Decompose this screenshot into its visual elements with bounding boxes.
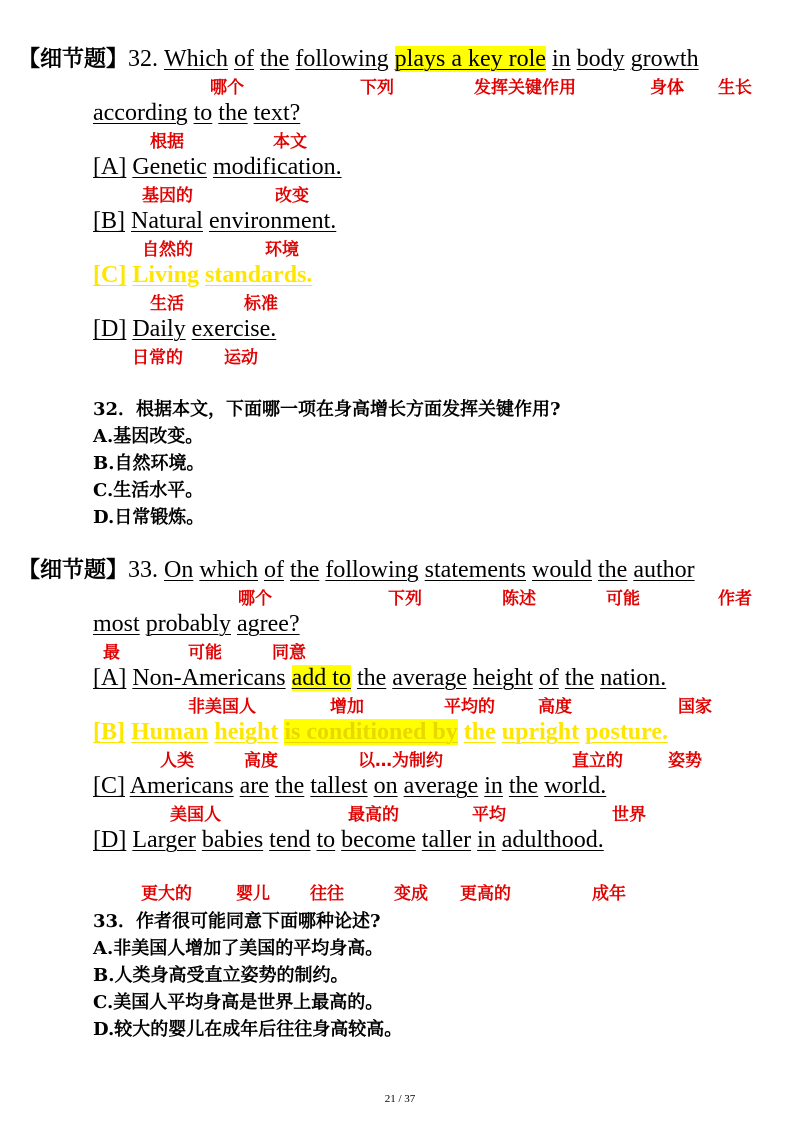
q32-zh-option-a: A.基因改变。 [93,426,204,447]
gloss: 运动 [224,348,258,368]
gloss: 高度 [538,697,572,717]
word: environment. [208,208,337,234]
gloss: 环境 [265,240,299,260]
word: are [239,773,269,799]
q33-option-c [93,771,606,801]
q33-tag: 【细节题】 [18,558,129,583]
gloss: 根据 [150,132,184,152]
word: modification. [212,154,342,180]
word: growth [630,46,699,72]
word: world. [544,773,607,799]
word: the [564,665,595,691]
word: Non-Americans [132,665,286,691]
q32-option-b [93,206,336,236]
word: tallest [310,773,368,799]
option-label: [C] [93,262,127,288]
word: On [164,557,194,583]
word: following [295,46,389,72]
word: the [260,46,290,72]
q32-option-d [93,314,276,344]
gloss: 往往 [310,884,344,904]
gloss: 可能 [188,643,222,663]
gloss: 本文 [273,132,307,152]
gloss: 增加 [330,697,364,717]
word: the [218,100,248,126]
gloss: 姿势 [668,751,702,771]
word: Human [131,719,209,745]
word: Genetic [132,154,207,180]
gloss: 更高的 [460,884,511,904]
word: the [274,773,305,799]
word: agree? [237,611,300,637]
word: statements [424,557,526,583]
word: standards. [205,262,313,288]
q33-number: 33. [128,557,159,583]
word: would [531,557,592,583]
word: height [214,719,279,745]
q33-zh-option-b: B.人类身高受直立姿势的制约。 [93,965,349,986]
word: following [325,557,419,583]
gloss: 非美国人 [188,697,256,717]
gloss: 发挥关键作用 [474,78,576,98]
word: the [356,665,387,691]
word: Daily [132,316,186,342]
word: to [316,827,336,853]
word: tend [269,827,311,853]
gloss: 哪个 [210,78,244,98]
gloss: 美国人 [170,805,221,825]
q33-option-b-correct [93,717,668,747]
option-label: [D] [93,316,127,342]
word: to [193,100,213,126]
highlight-phrase: plays a key role [394,46,546,72]
word: become [341,827,416,853]
q33-option-d [93,825,604,855]
gloss: 基因的 [142,186,193,206]
option-label: [D] [93,827,127,853]
q32-zh-option-d: D.日常锻炼。 [93,507,205,528]
word: taller [421,827,472,853]
word: adulthood. [501,827,604,853]
option-label: [A] [93,154,127,180]
q32-zh-option-b: B.自然环境。 [93,453,205,474]
word: probably [145,611,231,637]
word: babies [201,827,264,853]
gloss: 直立的 [572,751,623,771]
gloss: 高度 [244,751,278,771]
q32-option-a [93,152,342,182]
word: upright [501,719,580,745]
q32-stem-line1 [18,44,699,75]
gloss: 国家 [678,697,712,717]
word: most [93,611,140,637]
word: in [477,827,496,853]
gloss: 身体 [650,78,684,98]
gloss: 作者 [718,589,752,609]
gloss: 可能 [606,589,640,609]
highlight-phrase: is conditioned by [284,719,458,745]
gloss: 陈述 [502,589,536,609]
word: on [373,773,398,799]
word: in [484,773,503,799]
word: Living [132,262,200,288]
word: which [199,557,259,583]
gloss: 平均的 [444,697,495,717]
word: Natural [131,208,203,234]
word: according [93,100,188,126]
option-label: [C] [93,773,125,799]
option-label: [A] [93,665,127,691]
q33-zh-question: 33．作者很可能同意下面哪种论述? [93,911,381,932]
gloss: 生长 [718,78,752,98]
gloss: 标准 [244,294,278,314]
q32-tag: 【细节题】 [18,47,129,72]
q33-zh-option-d: D.较大的婴儿在成年后往往身高较高。 [93,1019,403,1040]
word: Larger [132,827,196,853]
word: the [597,557,628,583]
gloss: 最高的 [348,805,399,825]
q32-number: 32. [128,46,159,72]
gloss: 人类 [160,751,194,771]
gloss: 成年 [592,884,626,904]
word: of [538,665,559,691]
gloss: 以…为制约 [358,751,443,771]
q33-zh-option-a: A.非美国人增加了美国的平均身高。 [93,938,384,959]
gloss: 自然的 [142,240,193,260]
q33-zh-option-c: C.美国人平均身高是世界上最高的。 [93,992,384,1013]
q33-stem-line2 [93,609,300,639]
gloss: 生活 [150,294,184,314]
gloss: 平均 [472,805,506,825]
gloss: 日常的 [132,348,183,368]
word: the [508,773,539,799]
gloss: 哪个 [238,589,272,609]
highlight-phrase: add to [291,665,351,691]
q33-option-a [93,663,666,693]
q32-option-c-correct [93,260,312,290]
word: of [264,557,285,583]
word: of [234,46,254,72]
q32-zh-question: 32．根据本文，下面哪一项在身高增长方面发挥关键作用? [93,399,561,420]
gloss: 改变 [275,186,309,206]
word: height [472,665,533,691]
word: average [392,665,467,691]
word: body [576,46,625,72]
word: posture. [585,719,669,745]
gloss: 同意 [272,643,306,663]
word: Americans [129,773,234,799]
gloss: 世界 [612,805,646,825]
word: Which [164,46,228,72]
word: the [463,719,496,745]
gloss: 下列 [388,589,422,609]
q33-stem-line1 [18,555,695,586]
page-number: 21 / 37 [384,1093,416,1105]
q32-stem-line2 [93,98,300,128]
option-label: [B] [93,719,125,745]
gloss: 婴儿 [236,884,270,904]
word: average [403,773,479,799]
word: nation. [600,665,667,691]
word: the [290,557,320,583]
word: in [551,46,571,72]
word: text? [253,100,301,126]
word: author [633,557,695,583]
option-label: [B] [93,208,125,234]
gloss: 最 [103,643,120,663]
gloss: 变成 [394,884,428,904]
q32-zh-option-c: C.生活水平。 [93,480,204,501]
gloss: 更大的 [141,884,192,904]
word: exercise. [191,316,277,342]
gloss: 下列 [360,78,394,98]
